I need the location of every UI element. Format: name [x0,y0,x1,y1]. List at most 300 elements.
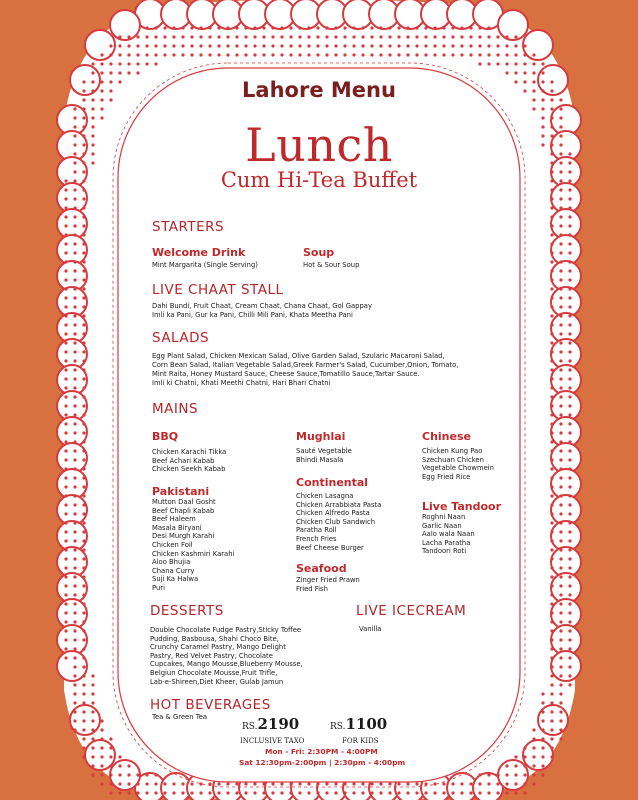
lace-dot [505,71,508,74]
lace-dot [451,44,454,47]
lace-dot [388,782,391,785]
lace-dot [532,728,535,731]
lace-dot [397,35,400,38]
lace-dot [442,35,445,38]
lace-dot [559,260,562,263]
lace-dot [559,305,562,308]
lace-dot [73,710,76,713]
lace-dot [82,395,85,398]
lace-dot [568,566,571,569]
lace-dot [307,53,310,56]
lace-scallop [523,740,553,770]
lace-dot [568,440,571,443]
lace-dot [64,512,67,515]
lace-dot [469,44,472,47]
lace-dot [559,701,562,704]
pakistani-list [152,498,234,593]
adult-currency: RS. [242,722,258,732]
lace-dot [316,35,319,38]
lace-dot [568,386,571,389]
lace-dot [154,35,157,38]
lace-dot [82,260,85,263]
lace-dot [442,44,445,47]
lace-dot [73,701,76,704]
lace-dot [550,233,553,236]
lace-dot [82,503,85,506]
lace-dot [118,44,121,47]
lace-dot [505,764,508,767]
lace-dot [568,359,571,362]
lace-dot [73,242,76,245]
lace-dot [361,26,364,29]
lace-dot [127,35,130,38]
lace-dot [73,503,76,506]
lace-dot [73,476,76,479]
lace-dot [505,62,508,65]
lace-dot [568,431,571,434]
lace-dot [514,44,517,47]
lace-dot [568,377,571,380]
lace-dot [298,44,301,47]
list-item: Lacha Paratha [422,538,471,547]
lace-dot [550,539,553,542]
adult-amount: 2190 [257,715,300,733]
lace-dot [244,791,247,794]
lace-dot [550,521,553,524]
lace-dot [523,791,526,794]
lace-dot [82,278,85,281]
lace-dot [199,35,202,38]
lace-dot [73,251,76,254]
lace-dot [64,566,67,569]
lace-dot [325,782,328,785]
lace-dot [73,287,76,290]
lace-dot [550,395,553,398]
lace-dot [568,674,571,677]
lace-dot [352,26,355,29]
lace-dot [82,332,85,335]
lace-dot [559,530,562,533]
lace-dot [73,530,76,533]
lace-dot [91,728,94,731]
lace-dot [460,53,463,56]
tandoor-list [422,513,475,556]
lace-dot [568,368,571,371]
list-item: Pastry, Red Velvet Pastry, Chocolate [150,651,273,660]
lace-dot [523,755,526,758]
lace-dot [514,62,517,65]
lace-dot [73,485,76,488]
lace-dot [64,440,67,443]
lace-dot [145,53,148,56]
lace-dot [469,53,472,56]
list-item: French Fries [296,534,337,543]
lace-dot [82,404,85,407]
lace-dot [541,746,544,749]
lace-dot [82,431,85,434]
lace-dot [550,422,553,425]
mughlai-list [296,447,352,464]
pakistani-title: Pakistani [152,485,210,498]
lace-dot [550,386,553,389]
lace-dot [73,584,76,587]
lace-scallop [110,760,140,790]
lace-dot [505,791,508,794]
lace-dot [91,71,94,74]
lace-dot [82,656,85,659]
lace-dot [559,476,562,479]
lace-dot [487,26,490,29]
lace-dot [91,62,94,65]
lace-dot [541,710,544,713]
lace-dot [64,557,67,560]
lace-dot [532,755,535,758]
lace-dot [550,647,553,650]
lace-dot [559,359,562,362]
lace-dot [64,638,67,641]
lace-dot [460,791,463,794]
lace-dot [82,206,85,209]
lace-dot [343,26,346,29]
lace-dot [568,476,571,479]
lace-dot [460,782,463,785]
list-item: Double Chocolate Fudge Pastry,Sticky Toffee [150,626,302,634]
lace-dot [91,719,94,722]
lace-dot [82,683,85,686]
lace-dot [82,629,85,632]
lace-dot [73,494,76,497]
lace-dot [460,26,463,29]
list-item: Tandoori Roti [422,547,467,556]
lace-dot [397,782,400,785]
lace-dot [406,35,409,38]
lace-dot [82,242,85,245]
lace-dot [550,278,553,281]
lace-dot [505,44,508,47]
lace-dot [523,746,526,749]
lace-dot [82,350,85,353]
lace-dot [568,521,571,524]
chinese-list [422,447,494,481]
lace-dot [388,53,391,56]
lace-dot [64,368,67,371]
lace-dot [316,53,319,56]
lace-dot [568,314,571,317]
lace-dot [451,35,454,38]
lace-dot [352,35,355,38]
lace-dot [82,314,85,317]
lace-dot [568,665,571,668]
lace-dot [343,44,346,47]
lace-dot [91,710,94,713]
lace-dot [127,71,130,74]
lace-dot [478,44,481,47]
lace-dot [550,503,553,506]
lace-dot [559,719,562,722]
lace-dot [64,620,67,623]
lace-dot [541,773,544,776]
lace-dot [73,692,76,695]
lace-dot [496,782,499,785]
lace-dot [559,458,562,461]
lace-dot [379,791,382,794]
lace-dot [550,701,553,704]
lace-dot [82,512,85,515]
lace-dot [487,44,490,47]
lace-dot [334,782,337,785]
lace-dot [208,35,211,38]
lace-dot [199,44,202,47]
lace-dot [559,692,562,695]
lace-dot [73,368,76,371]
lace-dot [379,53,382,56]
tandoor-title: Live Tandoor [422,500,501,513]
lace-scallop [551,651,581,681]
lace-dot [82,341,85,344]
lace-dot [550,431,553,434]
lace-dot [73,260,76,263]
lace-dot [64,539,67,542]
lace-dot [100,737,103,740]
lace-dot [64,593,67,596]
beverages-item: Tea & Green Tea [152,713,208,721]
lace-dot [496,35,499,38]
lace-dot [568,233,571,236]
lace-dot [73,341,76,344]
lace-dot [64,485,67,488]
lace-dot [100,755,103,758]
lace-dot [307,782,310,785]
lace-dot [487,782,490,785]
list-item: Paratha Roll [296,526,337,535]
lace-dot [64,494,67,497]
lace-dot [532,53,535,56]
lace-dot [532,107,535,110]
lace-dot [550,593,553,596]
lace-dot [568,422,571,425]
lace-dot [172,791,175,794]
lace-dot [64,323,67,326]
list-item: Szechuan Chicken [422,455,484,464]
lace-dot [235,26,238,29]
lace-dot [361,53,364,56]
continental-title: Continental [296,476,369,489]
lace-dot [550,296,553,299]
lace-dot [109,737,112,740]
lace-dot [64,305,67,308]
lace-dot [496,791,499,794]
lace-dot [550,350,553,353]
list-item: Lab-e-Shireen,Diet Kheer, Gulab Jamun [150,677,284,686]
lace-dot [424,782,427,785]
lace-dot [568,224,571,227]
lace-dot [406,791,409,794]
lace-dot [289,26,292,29]
lace-dot [559,665,562,668]
lace-dot [559,242,562,245]
lace-dot [64,503,67,506]
lace-dot [280,35,283,38]
lace-dot [136,35,139,38]
lace-dot [64,521,67,524]
lace-dot [64,332,67,335]
lace-dot [91,683,94,686]
chaat-line: Imli ka Pani, Gur ka Pani, Chilli Mili Pani, Khata Meetha Pani [152,311,353,319]
lace-dot [73,521,76,524]
lace-dot [64,584,67,587]
lace-dot [64,386,67,389]
lace-dot [82,737,85,740]
list-item: Vegetable Chowmein [422,464,494,473]
lace-dot [64,278,67,281]
list-item: Garlic Naan [422,521,462,530]
lace-dot [523,44,526,47]
list-item: Beef Chapli Kabab [152,506,215,515]
lace-dot [550,737,553,740]
lace-dot [541,692,544,695]
lace-dot [64,431,67,434]
lace-dot [460,44,463,47]
lace-dot [487,53,490,56]
lace-dot [64,242,67,245]
lace-dot [100,53,103,56]
lace-dot [415,26,418,29]
lace-dot [406,53,409,56]
lace-dot [280,53,283,56]
lace-dot [64,377,67,380]
lace-dot [163,44,166,47]
lace-dot [478,791,481,794]
seafood-title: Seafood [296,562,347,575]
lace-dot [118,71,121,74]
lace-dot [568,638,571,641]
lace-dot [127,62,130,65]
lace-dot [541,107,544,110]
lace-dot [388,26,391,29]
lace-dot [379,782,382,785]
lace-dot [73,197,76,200]
lace-dot [559,656,562,659]
list-item: Fried Fish [296,584,328,593]
lace-dot [550,323,553,326]
lace-dot [397,53,400,56]
welcome-drink-title: Welcome Drink [152,246,246,259]
list-item: Aloo Bhujia [152,558,191,567]
lace-dot [370,26,373,29]
lace-dot [568,305,571,308]
lace-dot [73,422,76,425]
list-item: Chicken Kashmiri Karahi [152,549,235,558]
lace-dot [559,107,562,110]
lace-dot [550,512,553,515]
lace-dot [550,251,553,254]
lace-dot [64,404,67,407]
lace-dot [226,44,229,47]
list-item: Masala Biryani [152,523,202,532]
lace-dot [550,665,553,668]
lace-dot [550,566,553,569]
lace-dot [559,224,562,227]
lace-dot [154,44,157,47]
lace-dot [217,35,220,38]
lace-dot [415,53,418,56]
lace-dot [532,737,535,740]
list-item: Sauté Vegetable [296,447,352,455]
lace-dot [559,737,562,740]
lace-dot [568,530,571,533]
lace-dot [217,782,220,785]
lace-dot [199,782,202,785]
lace-dot [361,782,364,785]
lace-dot [559,251,562,254]
lace-dot [73,440,76,443]
lace-dot [388,35,391,38]
lace-dot [559,377,562,380]
lace-dot [127,773,130,776]
lace-dot [397,26,400,29]
lace-dot [64,476,67,479]
lace-dot [73,638,76,641]
lace-dot [406,26,409,29]
menu-title: Lunch [245,118,393,172]
lace-dot [64,422,67,425]
lace-dot [298,53,301,56]
lace-dot [523,71,526,74]
lace-dot [550,494,553,497]
lace-dot [568,296,571,299]
lace-dot [388,44,391,47]
lace-dot [100,764,103,767]
lace-dot [64,224,67,227]
lace-dot [559,314,562,317]
lace-dot [568,611,571,614]
lace-dot [298,26,301,29]
lace-dot [352,44,355,47]
lace-dot [73,575,76,578]
lace-dot [253,791,256,794]
lace-dot [82,224,85,227]
lace-dot [298,782,301,785]
lace-dot [496,62,499,65]
lace-dot [82,413,85,416]
mughlai-title: Mughlai [296,430,346,443]
lace-dot [559,584,562,587]
lace-dot [82,422,85,425]
lace-dot [559,521,562,524]
lace-dot [127,791,130,794]
lace-dot [361,44,364,47]
lace-dot [190,791,193,794]
lace-dot [334,35,337,38]
lace-dot [487,62,490,65]
lace-dot [442,26,445,29]
lace-dot [568,458,571,461]
lace-dot [550,485,553,488]
lace-dot [73,647,76,650]
lace-dot [478,773,481,776]
lace-dot [550,314,553,317]
lace-dot [298,791,301,794]
lace-dot [559,647,562,650]
lace-dot [82,269,85,272]
lace-dot [550,575,553,578]
lace-dot [64,341,67,344]
lace-dot [73,296,76,299]
lace-dot [244,44,247,47]
lace-dot [235,35,238,38]
lace-dot [505,53,508,56]
lace-dot [550,602,553,605]
